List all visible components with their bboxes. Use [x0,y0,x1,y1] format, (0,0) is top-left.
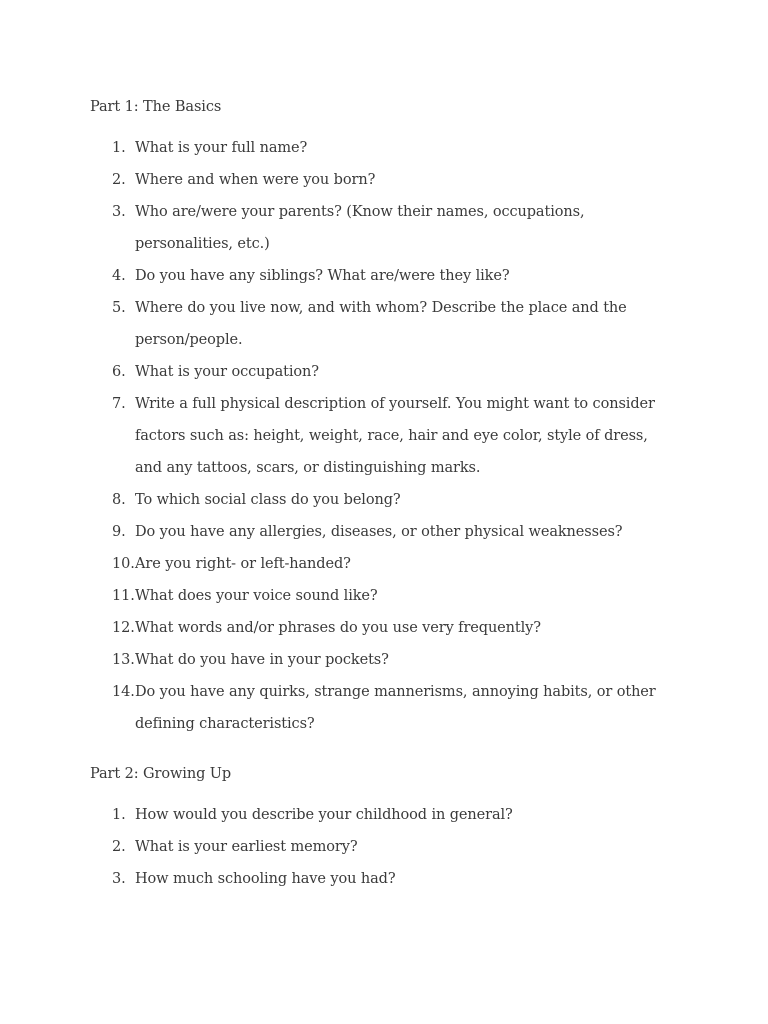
question-text: Are you right- or left-handed? [135,556,351,572]
question-number: 1. [112,140,126,156]
question-number: 2. [112,172,126,188]
question-text: What is your earliest memory? [135,839,358,855]
question-number: 3. [112,204,126,220]
question-item [0,612,768,644]
question-item [0,799,768,831]
question-text: Who are/were your parents? (Know their names, occupations, personalities, etc.) [135,204,585,252]
question-text: Do you have any allergies, diseases, or other physical weaknesses? [135,524,623,540]
question-number: 3. [112,871,126,887]
question-item [0,356,768,388]
question-number: 1. [112,807,126,823]
question-text: What is your occupation? [135,364,319,380]
question-text: To which social class do you belong? [135,492,401,508]
question-text: How would you describe your childhood in general? [135,807,513,823]
section-heading-part-1: Part 1: The Basics [90,99,222,115]
question-text: What do you have in your pockets? [135,652,389,668]
question-number: 14. [112,684,135,700]
question-item [0,196,768,260]
question-number: 4. [112,268,126,284]
question-item [0,548,768,580]
question-item [0,831,768,863]
question-text: How much schooling have you had? [135,871,396,887]
question-number: 2. [112,839,126,855]
question-item [0,164,768,196]
question-number: 13. [112,652,135,668]
question-item [0,516,768,548]
question-text: Do you have any quirks, strange mannerisms, annoying habits, or other defining characteristics? [135,684,656,732]
question-list-part-2 [0,799,768,895]
question-item [0,388,768,484]
question-text: Where do you live now, and with whom? Describe the place and the person/people. [135,300,627,348]
question-item [0,644,768,676]
section-heading-part-2: Part 2: Growing Up [90,766,232,782]
question-number: 11. [112,588,135,604]
question-item [0,484,768,516]
question-text: What words and/or phrases do you use very frequently? [135,620,541,636]
question-item [0,132,768,164]
question-number: 8. [112,492,126,508]
question-item [0,260,768,292]
question-number: 10. [112,556,135,572]
question-item [0,292,768,356]
question-text: What does your voice sound like? [135,588,378,604]
question-text: Do you have any siblings? What are/were they like? [135,268,510,284]
question-number: 7. [112,396,126,412]
question-text: What is your full name? [135,140,308,156]
question-text: Write a full physical description of yourself. You might want to consider factors such as: height, weight, race, hair and eye color, style of dress, and any tattoos, scars, or distinguishing marks. [135,396,655,476]
question-item [0,676,768,740]
question-text: Where and when were you born? [135,172,376,188]
question-number: 12. [112,620,135,636]
question-item [0,863,768,895]
question-number: 9. [112,524,126,540]
question-list-part-1 [0,132,768,740]
question-item [0,580,768,612]
question-number: 5. [112,300,126,316]
question-number: 6. [112,364,126,380]
